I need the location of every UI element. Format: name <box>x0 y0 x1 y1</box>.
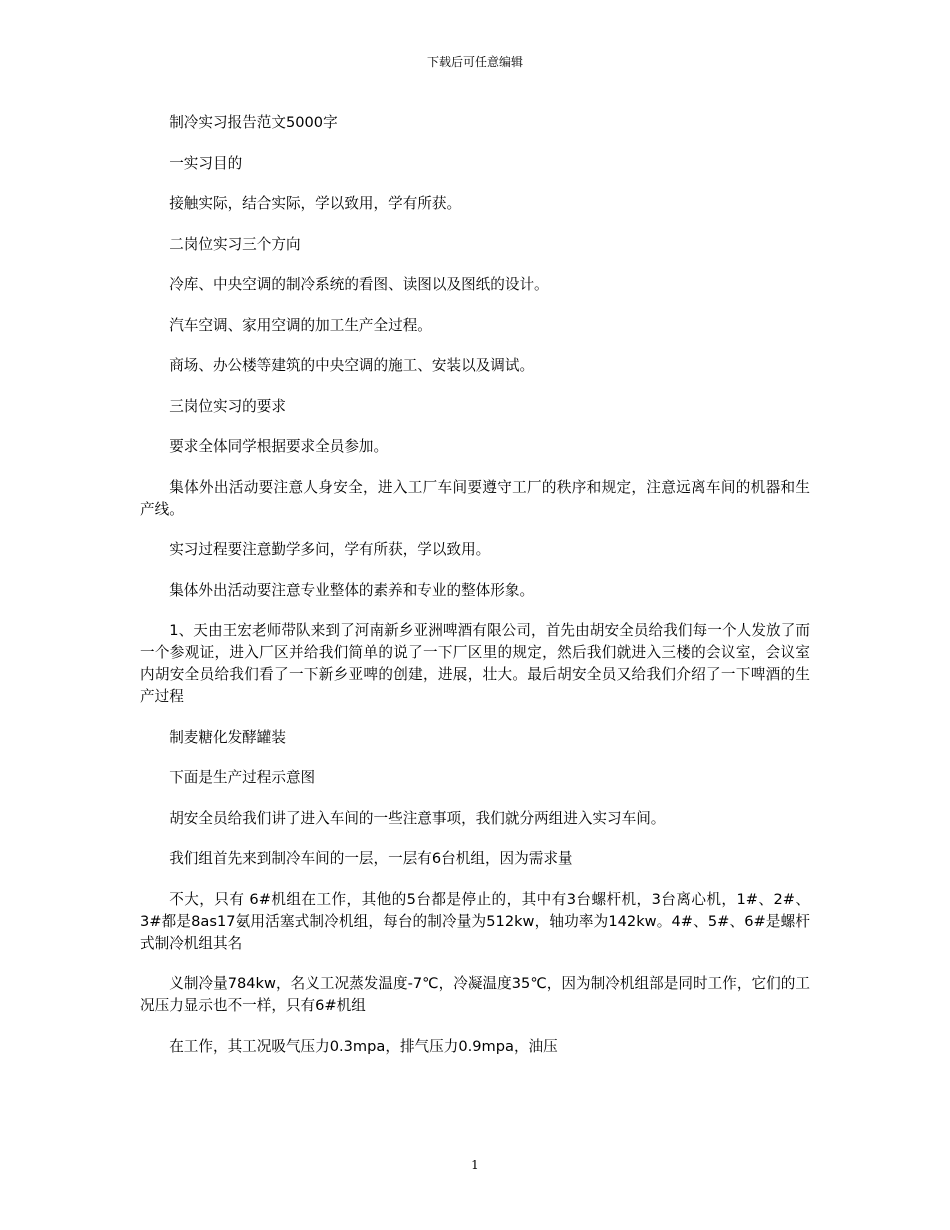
paragraph: 商场、办公楼等建筑的中央空调的施工、安装以及调试。 <box>169 357 535 374</box>
paragraph: 集体外出活动要注意专业整体的素养和专业的整体形象。 <box>169 581 535 599</box>
section-heading: 一实习目的 <box>169 154 243 172</box>
paragraph: 冷库、中央空调的制冷系统的看图、读图以及图纸的设计。 <box>169 276 549 293</box>
section-heading: 二岗位实习三个方向 <box>169 235 301 253</box>
document-title: 制冷实习报告范文5000字 <box>169 114 338 131</box>
page-header: 下载后可任意编辑 <box>426 55 523 69</box>
paragraph: 下面是生产过程示意图 <box>169 769 316 786</box>
paragraph: 不大，只有 6#机组在工作，其他的5台都是停止的，其中有3台螺杆机，3台离心机，1#、2#、3#都是8as17氨用活塞式制冷机组，每台的制冷量为512kw，轴功率为142kw。4#、5#、6#是螺杆式制冷机组其名 <box>140 890 810 952</box>
paragraph: 集体外出活动要注意人身安全，进入工厂车间要遵守工厂的秩序和规定，注意远离车间的机器和生产线。 <box>140 478 810 518</box>
paragraph: 1、天由王宏老师带队来到了河南新乡亚洲啤酒有限公司，首先由胡安全员给我们每一个人发放了而一个参观证，进入厂区并给我们简单的说了一下厂区里的规定，然后我们就进入三楼的会议室，会议室内胡安全员给我们看了一下新乡亚啤的创建，进展，壮大。最后胡安全员又给我们介绍了一下啤酒的生产过程 <box>140 622 810 705</box>
section-heading: 三岗位实习的要求 <box>169 397 286 415</box>
paragraph: 胡安全员给我们讲了进入车间的一些注意事项，我们就分两组进入实习车间。 <box>169 809 666 827</box>
paragraph: 实习过程要注意勤学多问，学有所获，学以致用。 <box>169 541 491 558</box>
paragraph: 制麦糖化发酵罐装 <box>169 728 286 746</box>
paragraph: 要求全体同学根据要求全员参加。 <box>169 438 389 455</box>
document-body <box>140 112 810 1076</box>
paragraph: 汽车空调、家用空调的加工生产全过程。 <box>169 316 432 334</box>
paragraph: 接触实际，结合实际，学以致用，学有所获。 <box>169 195 462 212</box>
paragraph: 义制冷量784kw，名义工况蒸发温度-7℃，冷凝温度35℃，因为制冷机组部是同时工作，它们的工况压力显示也不一样，只有6#机组 <box>140 975 810 1014</box>
paragraph: 我们组首先来到制冷车间的一层，一层有6台机组，因为需求量 <box>169 850 573 867</box>
paragraph: 在工作，其工况吸气压力0.3mpa，排气压力0.9mpa，油压 <box>169 1037 558 1055</box>
page-number: 1 <box>471 1158 479 1172</box>
